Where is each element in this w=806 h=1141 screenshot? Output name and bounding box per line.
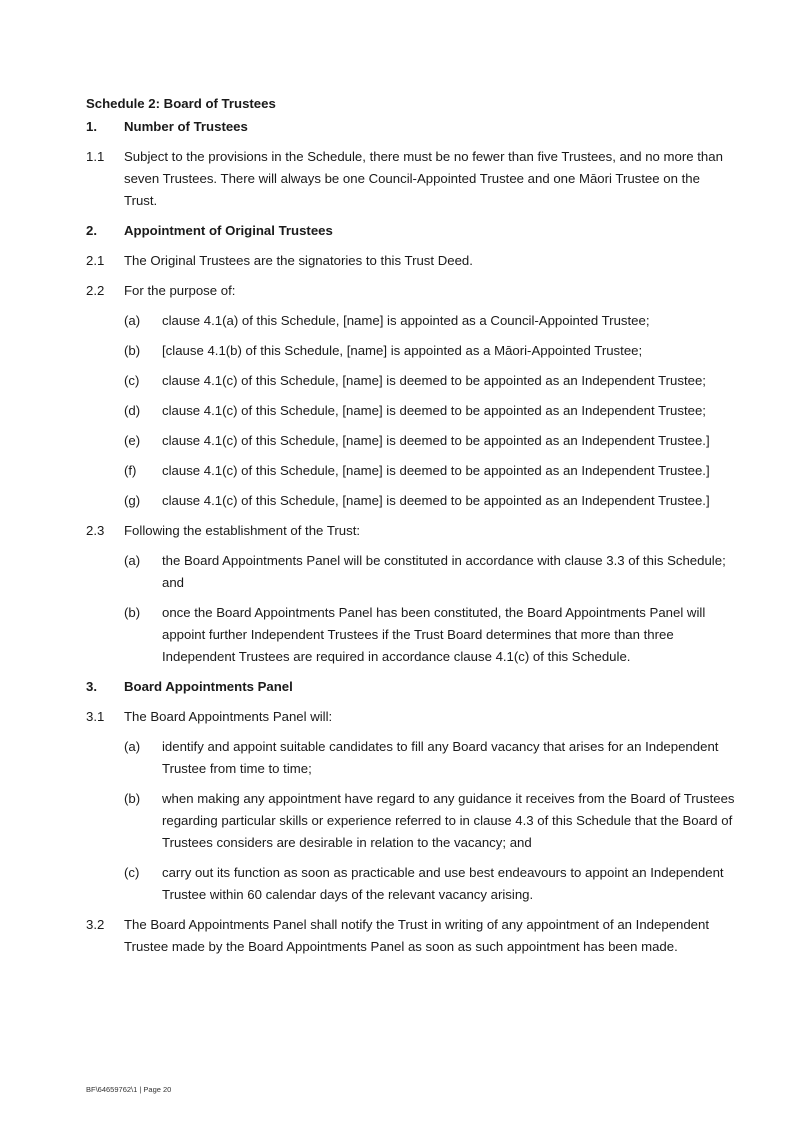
clause-text: The Original Trustees are the signatories to this Trust Deed.: [124, 253, 473, 268]
sub-clause-label: (b): [124, 343, 141, 358]
clause: [86, 520, 736, 542]
section-heading: [86, 676, 736, 698]
sub-clause: [124, 340, 736, 362]
clause: [86, 250, 736, 272]
page-footer: BF\64659762\1 | Page 20: [86, 1085, 172, 1094]
sub-clause-label: (g): [124, 493, 141, 508]
sub-clause-text: clause 4.1(c) of this Schedule, [name] is deemed to be appointed as an Independent Trustee;: [162, 373, 706, 388]
sub-clause-text: clause 4.1(c) of this Schedule, [name] is deemed to be appointed as an Independent Trustee;: [162, 403, 706, 418]
sub-clause-label: (c): [124, 865, 140, 880]
sub-clause: [124, 430, 736, 452]
clause: [86, 706, 736, 728]
section-number: 1.: [86, 119, 97, 134]
sub-clause-label: (d): [124, 403, 141, 418]
sub-clause: [124, 490, 736, 512]
clause-number: 2.2: [86, 283, 105, 298]
clause-text: For the purpose of:: [124, 283, 236, 298]
sub-clause-text: clause 4.1(c) of this Schedule, [name] is deemed to be appointed as an Independent Trustee.]: [162, 463, 710, 478]
section-number: 3.: [86, 679, 97, 694]
clause: [86, 146, 736, 212]
section-heading-text: Board Appointments Panel: [124, 679, 293, 694]
sub-clause-label: (a): [124, 739, 141, 754]
sub-clause-text: identify and appoint suitable candidates to fill any Board vacancy that arises for an Independent Trustee from time to time;: [162, 739, 719, 776]
sub-clause-text: [clause 4.1(b) of this Schedule, [name] is appointed as a Māori-Appointed Trustee;: [162, 343, 643, 358]
sub-clause: [124, 788, 736, 854]
sub-clause-label: (f): [124, 463, 137, 478]
sub-clause: [124, 460, 736, 482]
sub-clause-label: (b): [124, 791, 141, 806]
clause-text: The Board Appointments Panel shall notify the Trust in writing of any appointment of an Independent Trustee made by the Board Appointments Panel as soon as such appointment has been made.: [124, 917, 710, 954]
section-heading: [86, 220, 736, 242]
section-number: 2.: [86, 223, 97, 238]
sub-clause: [124, 736, 736, 780]
sub-clause: [124, 602, 736, 668]
clause-number: 2.1: [86, 253, 105, 268]
clause: [86, 280, 736, 302]
clause-number: 1.1: [86, 149, 105, 164]
sub-clause-text: clause 4.1(c) of this Schedule, [name] is deemed to be appointed as an Independent Trustee.]: [162, 433, 710, 448]
document-body: [86, 93, 736, 958]
sub-clause-text: carry out its function as soon as practicable and use best endeavours to appoint an Independent Trustee within 60 calendar days of the relevant vacancy arising.: [162, 865, 724, 902]
sub-clause: [124, 310, 736, 332]
clause-text: Following the establishment of the Trust:: [124, 523, 361, 538]
clause: [86, 914, 736, 958]
clause-number: 3.2: [86, 917, 105, 932]
sub-clause-text: the Board Appointments Panel will be constituted in accordance with clause 3.3 of this Schedule; and: [162, 553, 726, 590]
sub-clause: [124, 370, 736, 392]
section-heading-text: Number of Trustees: [124, 119, 248, 134]
sub-clause: [124, 550, 736, 594]
sub-clause-label: (e): [124, 433, 141, 448]
sub-clause-text: clause 4.1(a) of this Schedule, [name] is appointed as a Council-Appointed Trustee;: [162, 313, 650, 328]
sections-container: [86, 116, 736, 958]
section-heading: [86, 116, 736, 138]
sub-clause-label: (c): [124, 373, 140, 388]
schedule-title: Schedule 2: Board of Trustees: [86, 96, 276, 111]
section-heading-text: Appointment of Original Trustees: [124, 223, 333, 238]
clause-text: Subject to the provisions in the Schedule, there must be no fewer than five Trustees, and no more than seven Trustees. There will always be one Council-Appointed Trustee and one Māori Trustee on the Trust.: [124, 149, 723, 208]
sub-clause-label: (a): [124, 553, 141, 568]
clause-text: The Board Appointments Panel will:: [124, 709, 333, 724]
sub-clause-text: when making any appointment have regard to any guidance it receives from the Board of Trustees regarding particular skills or experience referred to in clause 4.3 of this Schedule that the Board of Trustees considers are desirable in relation to the vacancy; and: [162, 791, 735, 850]
sub-clause-text: once the Board Appointments Panel has been constituted, the Board Appointments Panel will appoint further Independent Trustees if the Trust Board determines that more than three Independent Trustees are required in accordance clause 4.1(c) of this Schedule.: [162, 605, 706, 664]
clause-number: 3.1: [86, 709, 105, 724]
sub-clause-text: clause 4.1(c) of this Schedule, [name] is deemed to be appointed as an Independent Trustee.]: [162, 493, 710, 508]
sub-clause: [124, 400, 736, 422]
sub-clause-label: (b): [124, 605, 141, 620]
clause-number: 2.3: [86, 523, 105, 538]
sub-clause: [124, 862, 736, 906]
sub-clause-label: (a): [124, 313, 141, 328]
